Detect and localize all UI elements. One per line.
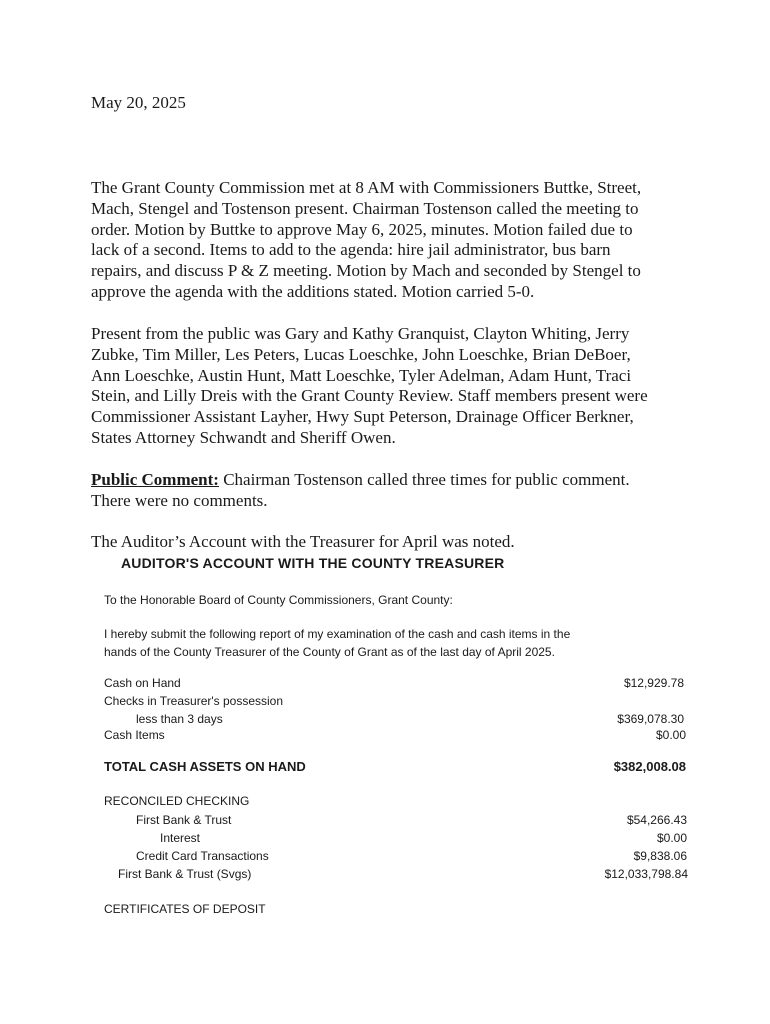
row-value: $0.00 (655, 728, 686, 742)
report-row-checks-in-possession (104, 692, 688, 710)
report-intro: I hereby submit the following report of my examination of the cash and cash items in the hands of the County Treasurer of the County of Grant as of the last day of April 2025. (104, 627, 571, 659)
row-value: $12,929.78 (623, 676, 684, 690)
row-label: Credit Card Transactions (136, 849, 269, 863)
row-label: Interest (160, 831, 201, 845)
report-row-first-bank-trust-savings (104, 865, 688, 883)
report-row-first-bank-trust (104, 811, 688, 829)
row-label: Cash on Hand (104, 676, 181, 690)
report-salutation: To the Honorable Board of County Commissioners, Grant County: (104, 593, 453, 607)
row-label: CERTIFICATES OF DEPOSIT (104, 902, 266, 916)
row-label: TOTAL CASH ASSETS ON HAND (104, 759, 306, 774)
report-row-credit-card-transactions (104, 847, 688, 865)
row-value: $54,266.43 (626, 813, 687, 827)
auditor-account-note: The Auditor’s Account with the Treasurer for April was noted. (91, 532, 515, 551)
report-row-cash-items (104, 726, 688, 744)
row-value: $12,033,798.84 (604, 867, 688, 881)
report-row-total-cash-assets (104, 758, 688, 776)
attendance-paragraph: Present from the public was Gary and Kathy Granquist, Clayton Whiting, Jerry Zubke, Tim Miller, Les Peters, Lucas Loeschke, John Loeschke, Brian DeBoer, Ann Loeschke, Austin Hunt, Matt Loeschke, Tyler Adelman, Adam Hunt, Traci Stein, and Lilly Dreis with the Grant County Review. Staff members present were Commissioner Assistant Layher, Hwy Supt Peterson, Drainage Officer Berkner, States Attorney Schwandt and Sheriff Owen. (91, 324, 648, 447)
public-comment-label: Public Comment: (91, 470, 219, 489)
row-label: Checks in Treasurer's possession (104, 694, 284, 708)
report-row-cash-on-hand (104, 674, 688, 692)
row-value: $9,838.06 (633, 849, 687, 863)
public-comment-paragraph (91, 470, 691, 512)
row-label: less than 3 days (136, 712, 223, 726)
row-value: $0.00 (656, 831, 687, 845)
row-label: First Bank & Trust (Svgs) (118, 867, 252, 881)
meeting-date: May 20, 2025 (91, 93, 186, 112)
report-row-interest (104, 829, 688, 847)
row-value: $382,008.08 (613, 759, 686, 774)
row-label: Cash Items (104, 728, 165, 742)
row-label: RECONCILED CHECKING (104, 794, 250, 808)
report-row-certificates-of-deposit (104, 900, 688, 918)
row-value: $369,078.30 (617, 712, 684, 726)
public-comment-text: Chairman Tostenson called three times for public comment. There were no comments. (91, 470, 630, 510)
report-row-reconciled-checking (104, 792, 688, 810)
report-title: AUDITOR'S ACCOUNT WITH THE COUNTY TREASURER (121, 555, 505, 571)
opening-paragraph: The Grant County Commission met at 8 AM with Commissioners Buttke, Street, Mach, Stengel and Tostenson present. Chairman Tostenson called the meeting to order. Motion by Buttke to approve May 6, 2025, minutes. Motion failed due to lack of a second. Items to add to the agenda: hire jail administrator, bus barn repairs, and discuss P & Z meeting. Motion by Mach and seconded by Stengel to approve the agenda with the additions stated. Motion carried 5-0. (91, 178, 642, 301)
row-label: First Bank & Trust (136, 813, 232, 827)
